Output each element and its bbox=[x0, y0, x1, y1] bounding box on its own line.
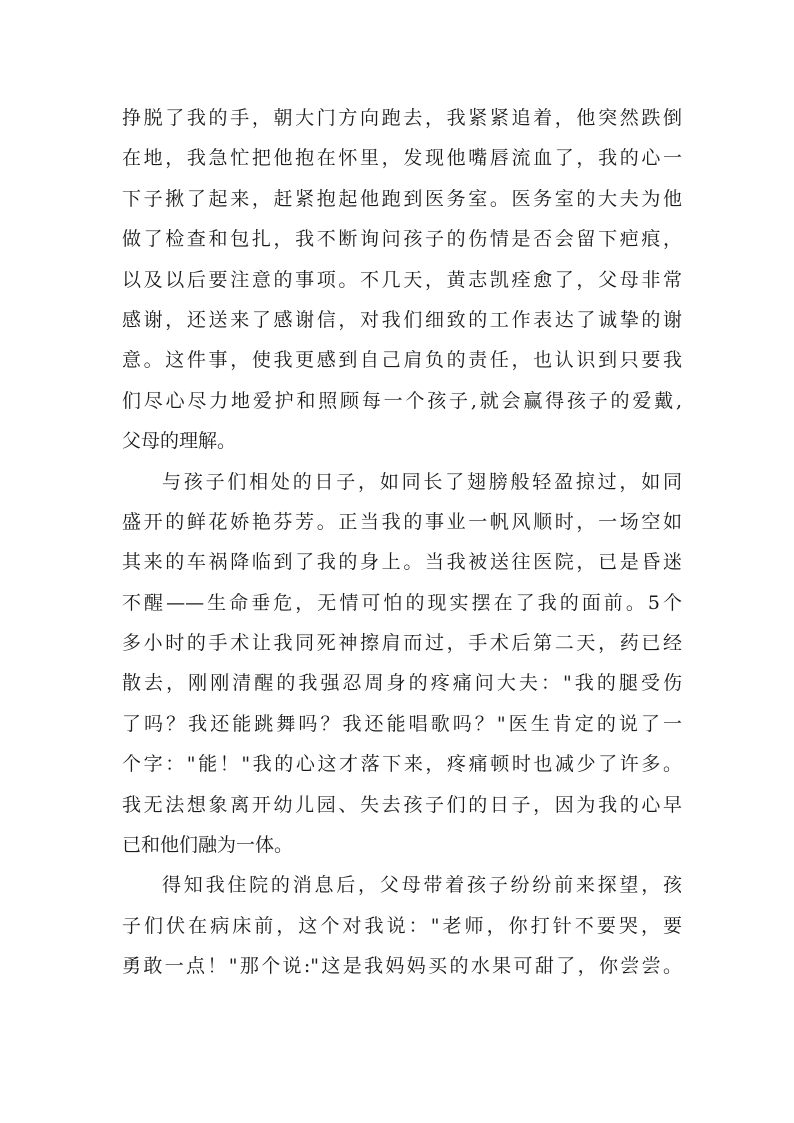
text-line: 们尽心尽力地爱护和照顾每一个孩子,就会赢得孩子的爱戴, bbox=[122, 389, 682, 412]
text-line: 个字："能！"我的心这才落下来，疼痛顿时也减少了许多。 bbox=[122, 753, 682, 776]
paragraph-1 bbox=[122, 98, 682, 462]
text-line: 在地，我急忙把他抱在怀里，发现他嘴唇流血了，我的心一 bbox=[122, 147, 682, 170]
text-line: 勇敢一点！"那个说:"这是我妈妈买的水果可甜了，你尝尝。 bbox=[122, 955, 682, 978]
text-line: 挣脱了我的手，朝大门方向跑去，我紧紧追着，他突然跌倒 bbox=[122, 107, 682, 129]
paragraph-3 bbox=[122, 865, 682, 986]
text-line: 下子揪了起来，赶紧抱起他跑到医务室。医务室的大夫为他 bbox=[122, 187, 682, 210]
text-line: 做了检查和包扎，我不断询问孩子的伤情是否会留下疤痕， bbox=[122, 228, 682, 251]
text-line: 感谢，还送来了感谢信，对我们细致的工作表达了诚挚的谢 bbox=[122, 308, 682, 331]
text-line: 得知我住院的消息后，父母带着孩子纷纷前来探望，孩 bbox=[162, 874, 682, 897]
text-line: 散去，刚刚清醒的我强忍周身的疼痛问大夫："我的腿受伤 bbox=[122, 672, 682, 695]
text-line: 子们伏在病床前，这个对我说："老师，你打针不要哭，要 bbox=[122, 914, 682, 937]
text-line: 我无法想象离开幼儿园、失去孩子们的日子，因为我的心早 bbox=[122, 793, 682, 816]
text-line: 多小时的手术让我同死神擦肩而过，手术后第二天，药已经 bbox=[122, 632, 682, 655]
text-line: 其来的车祸降临到了我的身上。当我被送往医院，已是昏迷 bbox=[122, 551, 682, 574]
body-text bbox=[122, 98, 682, 987]
text-line: 意。这件事，使我更感到自己肩负的责任，也认识到只要我 bbox=[122, 349, 682, 372]
text-line: 与孩子们相处的日子，如同长了翅膀般轻盈掠过，如同 bbox=[162, 470, 682, 493]
text-line: 父母的理解。 bbox=[122, 430, 237, 453]
text-line: 了吗？我还能跳舞吗？我还能唱歌吗？"医生肯定的说了一 bbox=[122, 712, 682, 735]
text-line: 已和他们融为一体。 bbox=[122, 834, 294, 857]
paragraph-2 bbox=[122, 462, 682, 866]
text-line: 以及以后要注意的事项。不几天，黄志凯痊愈了，父母非常 bbox=[122, 268, 682, 291]
text-line: 盛开的鲜花娇艳芬芳。正当我的事业一帆风顺时，一场空如 bbox=[122, 510, 682, 533]
text-line: 不醒——生命垂危，无情可怕的现实摆在了我的面前。5个 bbox=[122, 591, 682, 614]
